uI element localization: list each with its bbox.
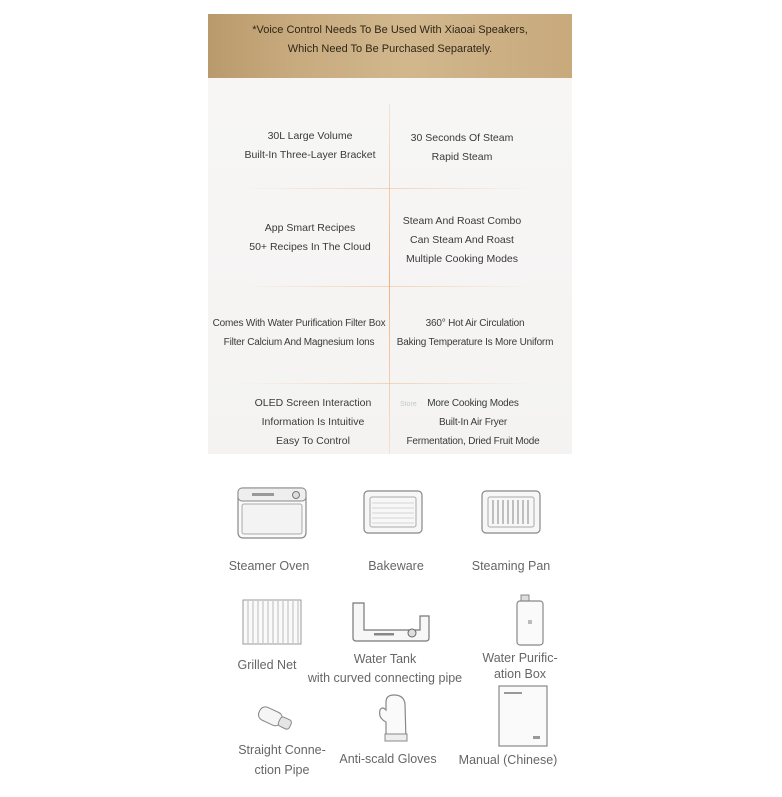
package-label-filter-box: Water Purific- ation Box [482, 651, 558, 681]
features-divider-3 [238, 383, 538, 384]
feature-app-recipes: App Smart Recipes 50+ Recipes In The Cloud [249, 222, 371, 253]
feature-volume: 30L Large Volume Built-In Three-Layer Bracket [244, 130, 376, 161]
package-label-bakeware: Bakeware [368, 559, 424, 573]
package-label-water-tank: Water Tank with curved connecting pipe [307, 652, 463, 685]
features-divider-2 [238, 286, 538, 287]
package-label-steamer-oven: Steamer Oven [228, 559, 310, 573]
steaming-pan-icon [480, 489, 542, 535]
feature-cooking-modes: More Cooking Modes Built-In Air Fryer Fermentation, Dried Fruit Mode [406, 398, 540, 447]
package-label-straight-pipe: Straight Conne- ction Pipe [238, 743, 326, 777]
filter-box-icon [515, 594, 545, 646]
pipe-icon [252, 701, 296, 735]
manual-icon [497, 684, 549, 748]
store-watermark: Store [400, 401, 417, 408]
features-divider-1 [238, 188, 538, 189]
package-label-grilled-net: Grilled Net [237, 658, 297, 672]
bakeware-icon [362, 489, 424, 535]
package-label-gloves: Anti-scald Gloves [339, 752, 437, 766]
oven-icon [236, 486, 308, 540]
voice-control-notice-banner [208, 14, 572, 78]
feature-steam-roast: Steam And Roast Combo Can Steam And Roast Multiple Cooking Modes [402, 215, 522, 265]
grill-net-icon [242, 599, 302, 645]
glove-icon [374, 692, 416, 744]
feature-oled-screen: OLED Screen Interaction Information Is Intuitive Easy To Control [254, 397, 372, 447]
feature-filter-box: Comes With Water Purification Filter Box Filter Calcium And Magnesium Ions [212, 318, 386, 348]
package-label-manual: Manual (Chinese) [458, 753, 558, 767]
feature-rapid-steam: 30 Seconds Of Steam Rapid Steam [410, 132, 514, 163]
banner-line-2: Which Need To Be Purchased Separately. [287, 43, 493, 55]
banner-line-1: *Voice Control Needs To Be Used With Xiaoai Speakers, [252, 24, 528, 36]
feature-hot-air: 360° Hot Air Circulation Baking Temperature Is More Uniform [396, 318, 554, 348]
package-label-steaming-pan: Steaming Pan [471, 559, 551, 573]
water-tank-icon [350, 600, 432, 644]
